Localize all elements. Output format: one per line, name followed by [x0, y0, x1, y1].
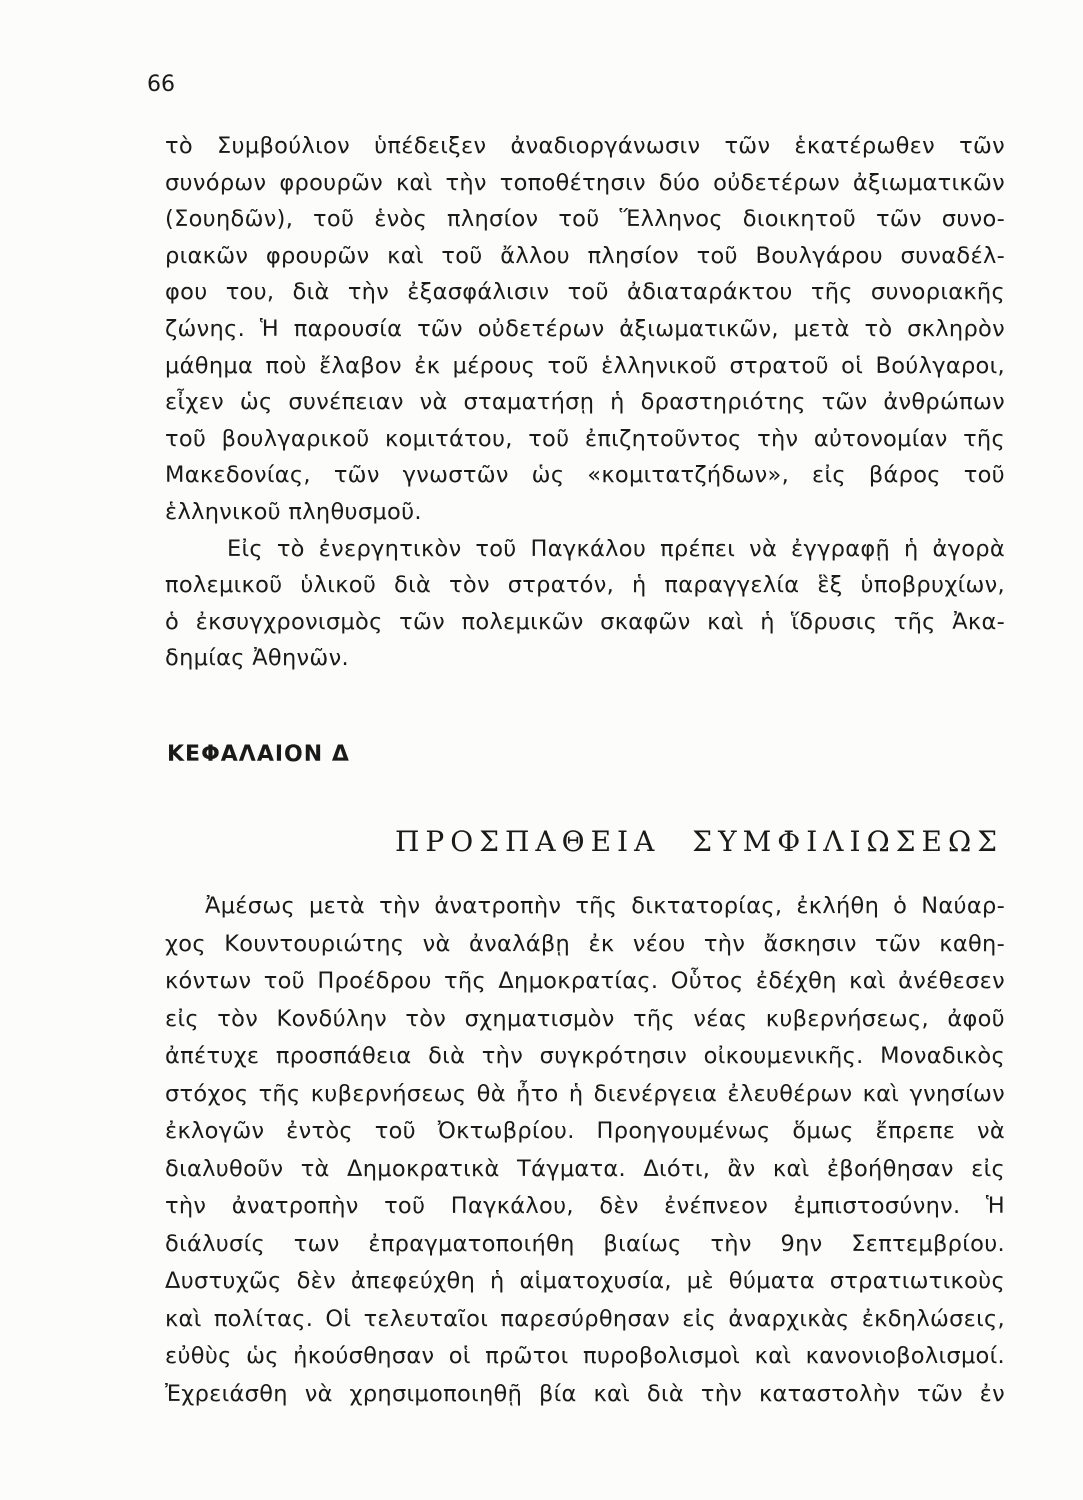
text-line: δημίας Ἀθηνῶν. [165, 645, 349, 672]
text-line: Ἐχρειάσθη νὰ χρησιμοποιηθῇ βία καὶ διὰ τὴν καταστολὴν τῶν ἐν [165, 1380, 1005, 1407]
text-line: ζώνης. Ἡ παρουσία τῶν οὐδετέρων ἀξιωματικῶν, μετὰ τὸ σκληρὸν [165, 315, 1005, 342]
text-line: (Σουηδῶν), τοῦ ἑνὸς πλησίον τοῦ Ἕλληνος διοικητοῦ τῶν συνο- [165, 206, 1005, 233]
chapter-title: ΠΡΟΣΠΑΘΕΙΑ ΣΥΜΦΙΛΙΩΣΕΩΣ [395, 825, 1003, 858]
text-line: κόντων τοῦ Προέδρου τῆς Δημοκρατίας. Οὗτος ἐδέχθη καὶ ἀνέθεσεν [165, 968, 1005, 994]
text-line: στόχος τῆς κυβερνήσεως θὰ ἦτο ἡ διενέργεια ἐλευθέρων καὶ γνησίων [165, 1080, 1005, 1107]
text-line: τοῦ βουλγαρικοῦ κομιτάτου, τοῦ ἐπιζητοῦντος τὴν αὐτονομίαν τῆς [165, 425, 1005, 452]
text-line: πολεμικοῦ ὑλικοῦ διὰ τὸν στρατόν, ἡ παραγγελία ἓξ ὑποβρυχίων, [165, 572, 1005, 599]
text-line: Ἀμέσως μετὰ τὴν ἀνατροπὴν τῆς δικτατορίας, ἐκλήθη ὁ Ναύαρ- [205, 893, 1005, 919]
text-line: χος Κουντουριώτης νὰ ἀναλάβῃ ἐκ νέου τὴν ἄσκησιν τῶν καθη- [165, 930, 1005, 957]
page-number: 66 [147, 72, 175, 97]
text-line: Μακεδονίας, τῶν γνωστῶν ὡς «κομιτατζήδων», εἰς βάρος τοῦ [165, 462, 1005, 489]
text-line: τὸ Συμβούλιον ὑπέδειξεν ἀναδιοργάνωσιν τῶν ἑκατέρωθεν τῶν [165, 133, 1005, 159]
text-line: Δυστυχῶς δὲν ἀπεφεύχθη ἡ αἱματοχυσία, μὲ θύματα στρατιωτικοὺς [165, 1268, 1005, 1294]
text-line: διάλυσίς των ἐπραγματοποιήθη βιαίως τὴν 9ην Σεπτεμβρίου. [165, 1230, 1005, 1257]
text-line: Εἰς τὸ ἐνεργητικὸν τοῦ Παγκάλου πρέπει νὰ ἐγγραφῇ ἡ ἀγορὰ [227, 535, 1005, 562]
text-line: μάθημα ποὺ ἔλαβον ἐκ μέρους τοῦ ἑλληνικοῦ στρατοῦ οἱ Βούλγαροι, [165, 352, 1005, 379]
text-line: καὶ πολίτας. Οἱ τελευταῖοι παρεσύρθησαν εἰς ἀναρχικὰς ἐκδηλώσεις, [165, 1305, 1005, 1332]
body-text-upper [165, 128, 1005, 677]
text-line: φου του, διὰ τὴν ἐξασφάλισιν τοῦ ἀδιαταράκτου τῆς συνοριακῆς [165, 279, 1005, 306]
body-text-lower [165, 888, 1005, 1413]
text-line: συνόρων φρουρῶν καὶ τὴν τοποθέτησιν δύο οὐδετέρων ἀξιωματικῶν [165, 169, 1005, 196]
text-line: ἀπέτυχε προσπάθεια διὰ τὴν συγκρότησιν οἰκουμενικῆς. Μοναδικὸς [165, 1043, 1005, 1069]
text-line: εἶχεν ὡς συνέπειαν νὰ σταματήσῃ ἡ δραστηριότης τῶν ἀνθρώπων [165, 389, 1005, 416]
text-line: εἰς τὸν Κονδύλην τὸν σχηματισμὸν τῆς νέας κυβερνήσεως, ἀφοῦ [165, 1005, 1005, 1032]
text-line: ἐκλογῶν ἐντὸς τοῦ Ὀκτωβρίου. Προηγουμένως ὅμως ἔπρεπε νὰ [165, 1118, 1005, 1144]
text-line: διαλυθοῦν τὰ Δημοκρατικὰ Τάγματα. Διότι, ἂν καὶ ἐβοήθησαν εἰς [165, 1155, 1005, 1182]
chapter-label: ΚΕΦΑΛΑΙΟΝ Δ [167, 742, 350, 767]
text-line: εὐθὺς ὡς ἠκούσθησαν οἱ πρῶτοι πυροβολισμοὶ καὶ κανονιοβολισμοί. [165, 1343, 1005, 1369]
text-line: ριακῶν φρουρῶν καὶ τοῦ ἄλλου πλησίον τοῦ Βουλγάρου συναδέλ- [165, 242, 1005, 269]
text-line: τὴν ἀνατροπὴν τοῦ Παγκάλου, δὲν ἐνέπνεον ἐμπιστοσύνην. Ἡ [165, 1193, 1005, 1219]
text-line: ὁ ἐκσυγχρονισμὸς τῶν πολεμικῶν σκαφῶν καὶ ἡ ἵδρυσις τῆς Ἀκα- [165, 608, 1005, 635]
text-line: ἑλληνικοῦ πληθυσμοῦ. [165, 498, 422, 525]
